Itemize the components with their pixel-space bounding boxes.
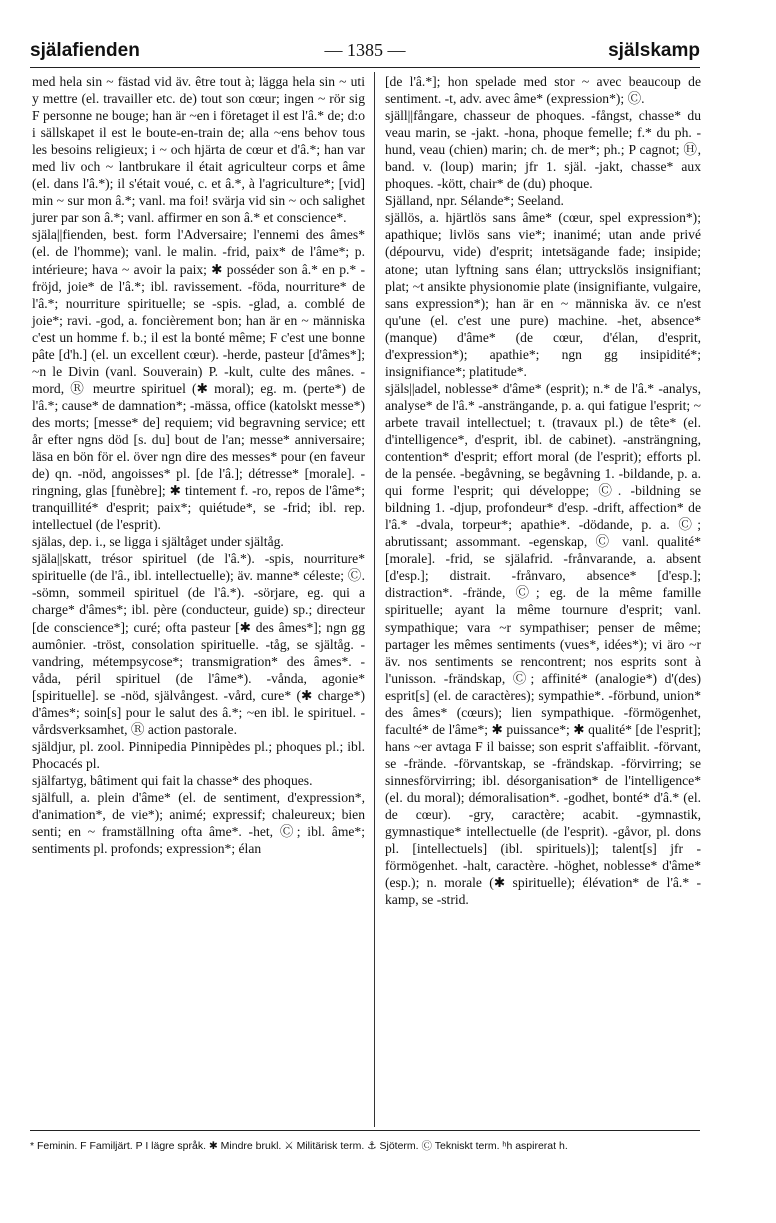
right-column <box>385 73 701 908</box>
dictionary-entry: [de l'â.*]; hon spelade med stor ~ avec beaucoup de sentiment. -t, adv. avec âme* (expression*); Ⓒ. <box>385 74 701 107</box>
dictionary-entry: själl||fångare, chasseur de phoques. -fångst, chasse* du veau marin, se -jakt. -hona, phoque femelle; f.* du ph. -hund, veau (chien) marin; ch. de mer*; ph.; P cagnot; Ⓗ, band. v. (loup) marin; jfr 1. själ. -jakt, chasse* aux phoques. -kött, chair* de (du) phoque. <box>385 108 701 192</box>
header-first-headword: själafienden <box>30 40 140 61</box>
dictionary-entry: själas, dep. i., se ligga i själtåget under själtåg. <box>32 534 284 550</box>
dictionary-entry: själlös, a. hjärtlös sans âme* (cœur, spel expression*); apathique; livlös sans vie*; inanimé; utan ande privé (dépourvu, vide) d'esprit; intetsägande fade; insipide; atone; utan lyftning sans élan; uttryckslös insignifiant; plat; ~t ansikte physionomie plate (insignifiante, vulgaire, sans expression*); han är en ~ människa äv. ce n'est qu'une (el. c'est une pure) machine. -het, absence* (manque) d'âme* (de cœur, d'élan, d'esprit, d'expression*); apathie*; ngn gg insipidité*; insignifiance*; platitude*. <box>385 210 701 379</box>
header-last-headword: själskamp <box>608 40 700 61</box>
dictionary-entry: själa||fienden, best. form l'Adversaire; l'ennemi des âmes* (el. de l'homme); vanl. le malin. -frid, paix* de l'âme*; p. intérieure; hava ~ avoir la paix; ✱ posséder son â.* en p.* -fröjd, joie* de l'â.*; ibl. ravissement. -föda, nourriture* de l'â.*; nourriture spirituelle; se -spis. -glad, a. comblé de joie*; ravi. -god, a. foncièrement bon; han är en ~ människa c'est un homme f. b.; il est la bonté même; F c'est une bonne pâte [d'h.] (el. un excellent cœur). -herde, pasteur [d'âmes*]; ~n le Divin (vanl. Souverain) P. -kult, culte des mânes. -mord, Ⓡ meurtre spirituel (✱ moral); eg. m. (perte*) de l'â.*; cause* de damnation*; -mässa, office (katolskt messe*) des morts; [messe* de] requiem; vid begravning service; ett år efter ngns död [s. du] bout de l'an; messe* anniversaire; läsa en bön för el. över ngn dire des messes* pour (en faveur de) qn. -nöd, angoisses* pl. [de l'â.]; détresse* [morale]. -ringning, glas [funèbre]; ✱ tintement f. -ro, repos de l'âme*; tranquillité* d'esprit; paix*; quiétude*, se -frid; ibl. rep. intellectuel (de l'esprit). <box>32 227 365 533</box>
dictionary-entry: själdjur, pl. zool. Pinnipedia Pinnipèdes pl.; phoques pl.; ibl. Phocacés pl. <box>32 738 365 771</box>
page-header <box>30 40 700 70</box>
dictionary-entry: själfull, a. plein d'âme* (el. de sentiment, d'expression*, d'animation*, de vie*); animé; expressif; chaleureux; bien senti; en ~ framställning ofta âme*. -het, Ⓒ; ibl. âme*; sentiments pl. profonds; expression*; élan <box>32 789 365 857</box>
abbreviation-legend: * Feminin. F Familjärt. P I lägre språk. ✱ Mindre brukl. ⚔ Militärisk term. ⚓ Sjöterm. Ⓒ Tekniskt term. ʰh aspirerat h. <box>30 1140 568 1152</box>
dictionary-entry: själfartyg, bâtiment qui fait la chasse* des phoques. <box>32 772 313 788</box>
dictionary-entry: Själland, npr. Sélande*; Seeland. <box>385 193 564 209</box>
dictionary-entry: själa||skatt, trésor spirituel (de l'â.*). -spis, nourriture* spirituelle (de l'â., ibl. intellectuelle); äv. manne* céleste; Ⓒ. -sömn, sommeil spirituel (de l'â.*). -sörjare, eg. qui a charge* d'âmes*; ibl. père (conducteur, guide) sp.; directeur [de conscience*]; curé; ofta pasteur [✱ des âmes*]; ngn gg aumônier. -tröst, consolation spirituelle. -tåg, se själtåg. -vandring, métempsycose*; transmigration* des âmes*. -våda, péril spirituel (de l'âme*). -vånda, agonie* [spirituelle]. se -nöd, självångest. -vård, cure* (✱ charge*) d'âmes*; soin[s] pour le salut des â.*; ~en ibl. le spirituel. -vårdsverksamhet, Ⓡ action pastorale. <box>32 551 365 737</box>
dictionary-entry: själs||adel, noblesse* d'âme* (esprit); n.* de l'â.* -analys, analyse* de l'â.* -ansträngande, p. a. qui fatigue l'esprit; ~ arbete travail intellectuel; t. (travaux pl.) de tête* (el. d'intelligence*, d'esprit, ibl. de cabinet). -ansträngning, contention* d'esprit; effort moral (de l'esprit); efforts pl. de la pensée. -begåvning, se begåvning 1. -bildande, p. a. qui forme l'esprit; qui développe; Ⓒ. -bildning se bildning 1. -djup, profondeur* d'esp. -drift, affection* de l'â.* -dvala, torpeur*; apathie*. -dödande, p. a. Ⓒ; abrutissant; assommant. -egenskap, Ⓒ vanl. qualité* [morale]. -frid, se själafrid. -frånvarande, a. absent [d'esp.]; distrait. -frånvaro, absence* [d'esp.]; distraction*. -frände, Ⓒ; eg. de la même famille spirituelle; ayant la même tournure d'esprit; vanl. sympathique; vara ~r sympathiser; penser de même; partager les mêmes sentiments (vues*, idées*); vi äro ~r äv. nos sentiments se rencontrent; nos esprits sont à l'unisson. -frändskap, Ⓒ; affinité* (analogie*) d'(des) esprit[s] (el. de caractères); sympathie*. -förbund, union* des âmes* (cœurs); lien sympathique. -förmögenhet, faculté* de l'âme*; ✱ puissance*; ✱ qualité* [de l'esprit]; hans ~er avtaga F il baisse; son esprit s'affaiblit. -förvant, se -frände. -förvantskap, se -frändskap. -förvirring; se sinnesförvirring; ibl. désorganisation* de l'intelligence* (el. du moral); démoralisation*. -godhet, bonté* d'â.* (el. de cœur). -gry, caractère; acabit. -gymnastik, gymnastique* intellectuelle (de l'esprit). -gåvor, pl. dons pl. [intellectuels] (ibl. spirituels)]; talent[s] jfr -förmögenhet. -halt, caractère. -höghet, noblesse* d'âme* (esp.); n. morale (✱ spirituelle); élévation* de l'â.* -kamp, se -strid. <box>385 380 701 908</box>
footer-rule <box>30 1130 700 1131</box>
page-number: — 1385 — <box>324 40 406 60</box>
left-column <box>32 73 365 857</box>
column-divider <box>374 72 375 1127</box>
header-rule <box>30 67 700 68</box>
dictionary-entry: med hela sin ~ fästad vid äv. être tout à; lägga hela sin ~ uti y mettre (el. travailler etc. de) tout son cœur; ingen ~ rör sig F personne ne bouge; han är ~en i företaget il est l'â.* de; d:o i sällskapet il est le boute-en-train de; alla ~ens behov tous les besoins religieux; i ~ och hjärta de cœur et d'â.*; han var med liv och ~ lantbrukare il était agriculteur corps et âme (el. dans l'â.*); il s'était voué, c. et â.*, à l'agriculture*; [vid] min ~ sur mon â.*; vanl. ma foi! svärja vid sin ~ och salighet jurer par son â.*; vanl. affirmer en son â.* et conscience*. <box>32 74 365 226</box>
